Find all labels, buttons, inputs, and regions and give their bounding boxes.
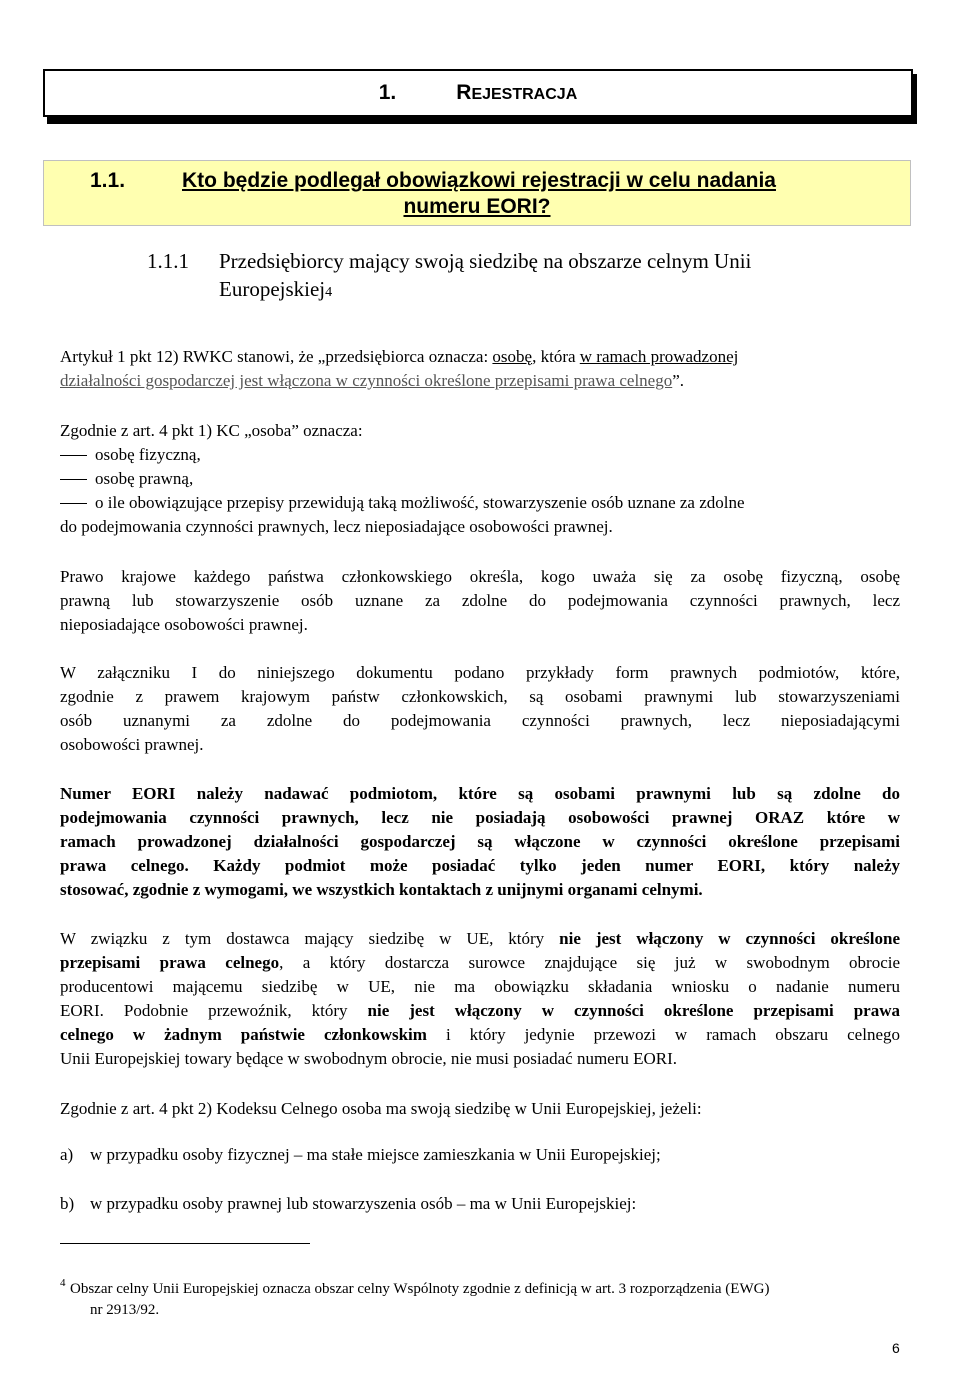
paragraph-seat-definition: Zgodnie z art. 4 pkt 2) Kodeksu Celnego osoba ma swoją siedzibę w Unii Europejskiej, jeżeli: xyxy=(60,1099,702,1118)
dash-bullet xyxy=(60,479,87,480)
page-number: 6 xyxy=(892,1340,900,1356)
paragraph-national-law: Prawo krajowe każdego państwa członkowskiego określa, kogo uważa się za osobę fizyczną, osobę prawną lub stowarzyszenie osób uznane za zdolne do podejmowania czynności prawnych, lecz nieposiadające osobowości prawnej. xyxy=(60,567,900,634)
paragraph-eori-rule: Numer EORI należy nadawać podmiotom, które są osobami prawnymi lub są zdolne do podejmowania czynności prawnych, lecz nie posiadają osobowości prawnej ORAZ które w ramach prowadzonej działalności gospodarczej są włączone w czynności określone przepisami prawa celnego. Każdy podmiot może posiadać tylko jeden numer EORI, który należy stosować, zgodnie z wymogami, we wszystkich kontaktach z unijnymi organami celnymi. xyxy=(60,784,900,899)
chapter-number: 1. xyxy=(378,81,397,104)
list-item: osobę prawną, xyxy=(60,467,900,491)
dash-bullet xyxy=(60,455,87,456)
paragraph-definition-kc: Zgodnie z art. 4 pkt 1) KC „osoba” oznacza: osobę fizyczną, osobę prawną, o ile obowiązujące przepisy przewidują taką możliwość, stowarzyszenie osób uznane za zdolne do podejmowania czynności prawnych, lecz nieposiadające osobowości prawnej. xyxy=(60,419,900,539)
list-item-b: b) w przypadku osoby prawnej lub stowarzyszenia osób – ma w Unii Europejskiej: xyxy=(60,1194,637,1213)
list-item-a: a) w przypadku osoby fizycznej – ma stałe miejsce zamieszkania w Unii Europejskiej; xyxy=(60,1145,661,1164)
footnote-mark: 4 xyxy=(60,1277,66,1289)
paragraph-definition-rwkc: Artykuł 1 pkt 12) RWKC stanowi, że „przedsiębiorca oznacza: osobę, która w ramach prowadzonej działalności gospodarczej jest włączona w czynności określone przepisami prawa celnego”. xyxy=(60,347,739,390)
chapter-heading-box xyxy=(43,69,917,124)
list-item: osobę fizyczną, xyxy=(60,443,900,467)
section-title-line2[interactable]: numeru EORI? xyxy=(403,195,551,218)
chapter-heading xyxy=(43,69,913,117)
list-item: o ile obowiązujące przepisy przewidują taką możliwość, stowarzyszenie osób uznane za zdolne xyxy=(60,491,900,515)
footnote-reference[interactable]: 4 xyxy=(325,285,333,300)
section-title-line1[interactable]: Kto będzie podlegał obowiązkowi rejestracji w celu nadania xyxy=(182,169,776,192)
paragraph-supplier-example: W związku z tym dostawca mający siedzibę w UE, który nie jest włączony w czynności określone przepisami prawa celnego, a który dostarcza surowce znajdujące się już w swobodnym obrocie producentowi mającemu siedzibę w UE, nie ma obowiązku składania wniosku o nadanie numeru EORI. Podobnie przewoźnik, który nie jest włączony w czynności określone przepisami prawa celnego w żadnym państwie członkowskim i który jedynie przewozi w ramach obszaru celnego Unii Europejskiej towary będące w swobodnym obrocie, nie musi posiadać numeru EORI. xyxy=(60,929,901,1068)
subsection-title-line2: Europejskiej4 xyxy=(219,277,333,301)
subsection-title-line1: Przedsiębiorcy mający swoją siedzibę na obszarze celnym Unii xyxy=(219,249,752,273)
paragraph-annex-reference: W załączniku I do niniejszego dokumentu podano przykłady form prawnych podmiotów, które, zgodnie z prawem krajowym państw członkowskich, są osobami prawnymi lub stowarzyszeniami osób uznanymi za zdolne do podejmowania czynności prawnych, lecz nieposiadającymi osobowości prawnej. xyxy=(60,663,900,754)
footnote-separator xyxy=(60,1243,310,1244)
section-heading xyxy=(43,160,911,226)
dash-bullet xyxy=(60,503,87,504)
subsection-number: 1.1.1 xyxy=(147,249,189,273)
section-number: 1.1. xyxy=(90,169,126,192)
chapter-title: REJESTRACJA xyxy=(456,81,578,104)
